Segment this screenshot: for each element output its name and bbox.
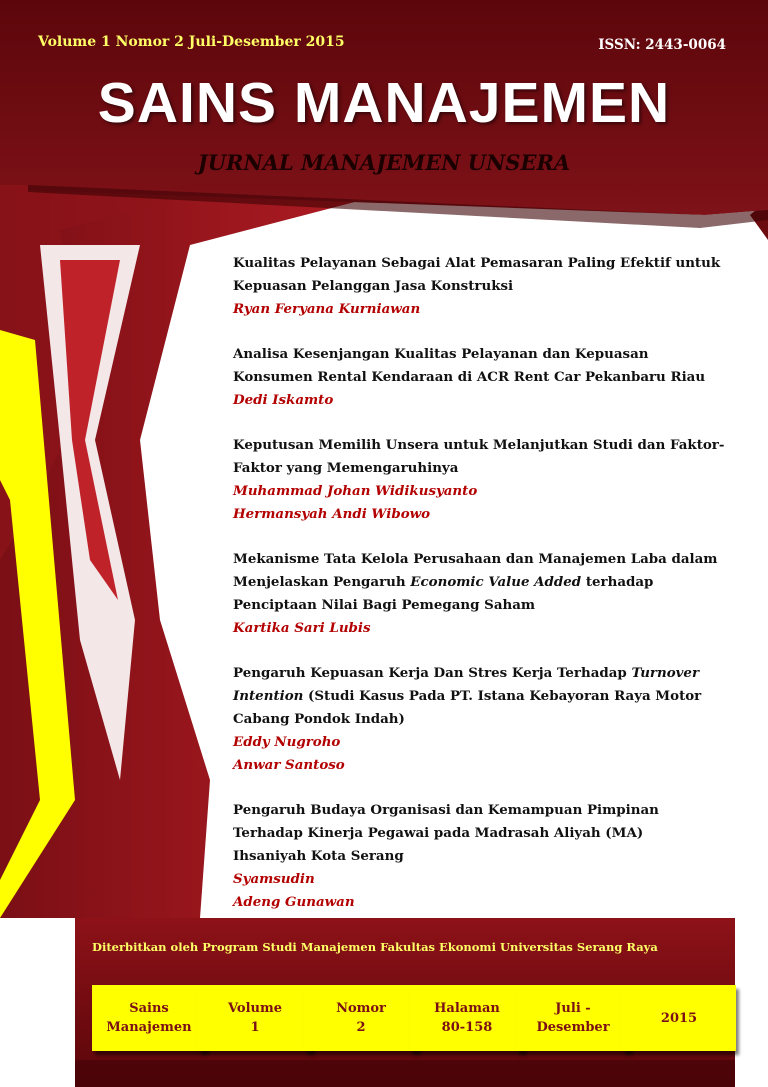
article-title-line: Cabang Pondok Indah)	[233, 711, 405, 727]
article-title-line: Terhadap Kinerja Pegawai pada Madrasah Aliyah (MA)	[233, 825, 644, 841]
title-emphasis: Intention	[233, 688, 304, 704]
article-author: Kartika Sari Lubis	[233, 620, 371, 636]
article-title-line: Ihsaniyah Kota Serang	[233, 848, 404, 864]
title-text: (Studi Kasus Pada PT. Istana Kebayoran Raya Motor	[303, 688, 702, 704]
article-author: Dedi Iskamto	[233, 392, 334, 408]
article-author: Ryan Feryana Kurniawan	[233, 301, 421, 317]
journal-subtitle: JURNAL MANAJEMEN UNSERA	[197, 150, 571, 175]
volume-issue-line: Volume 1 Nomor 2 Juli-Desember 2015	[38, 34, 345, 50]
article-6	[233, 799, 738, 914]
title-text: Pengaruh Kepuasan Kerja Dan Stres Kerja Terhadap	[233, 665, 632, 681]
info-box-line: 2015	[660, 1010, 698, 1026]
article-title-line	[233, 571, 738, 594]
info-box-line: Sains	[129, 1001, 169, 1016]
article-title-line: Mekanisme Tata Kelola Perusahaan dan Manajemen Laba dalam	[233, 551, 718, 567]
article-title-line: Kualitas Pelayanan Sebagai Alat Pemasaran Paling Efektif untuk	[233, 255, 721, 271]
info-box-line: Nomor	[336, 1001, 386, 1016]
info-box-line: 80-158	[441, 1020, 493, 1035]
article-author: Hermansyah Andi Wibowo	[233, 506, 431, 522]
info-box-line: 2	[356, 1020, 366, 1035]
article-5	[233, 662, 738, 777]
info-box-line: Manajemen	[106, 1020, 192, 1035]
info-box-pages	[410, 985, 524, 1051]
info-box-line: Desember	[536, 1020, 610, 1035]
info-box-line: Juli -	[555, 1001, 591, 1016]
info-box-line: 1	[250, 1020, 260, 1035]
article-author: Eddy Nugroho	[233, 734, 341, 750]
info-box-line: Halaman	[434, 1001, 500, 1016]
article-title-line	[233, 685, 738, 708]
info-box-period	[516, 985, 630, 1051]
article-title-line: Kepuasan Pelanggan Jasa Konstruksi	[233, 278, 514, 294]
article-4	[233, 548, 738, 640]
info-box-journal	[92, 985, 206, 1051]
article-author: Muhammad Johan Widikusyanto	[233, 483, 478, 499]
title-text: terhadap	[581, 574, 654, 590]
info-box-line: Volume	[228, 1001, 282, 1016]
info-box-volume	[198, 985, 312, 1051]
article-author: Syamsudin	[233, 871, 315, 887]
info-box-number	[304, 985, 418, 1051]
article-title-line: Faktor yang Memengaruhinya	[233, 460, 459, 476]
article-title-line: Pengaruh Budaya Organisasi dan Kemampuan Pimpinan	[233, 802, 659, 818]
publisher-line: Diterbitkan oleh Program Studi Manajemen Fakultas Ekonomi Universitas Serang Raya	[92, 940, 658, 954]
article-author: Adeng Gunawan	[233, 894, 355, 910]
info-box-year	[622, 985, 736, 1051]
title-emphasis: Turnover	[631, 665, 700, 681]
article-2	[233, 343, 738, 412]
article-author: Anwar Santoso	[233, 757, 345, 773]
journal-title: SAINS MANAJEMEN	[97, 71, 671, 135]
issn-label: ISSN: 2443-0064	[598, 37, 726, 53]
table-of-contents	[233, 252, 738, 936]
article-title-line: Keputusan Memilih Unsera untuk Melanjutkan Studi dan Faktor-	[233, 437, 725, 453]
article-title-line: Penciptaan Nilai Bagi Pemegang Saham	[233, 597, 536, 613]
title-text: Menjelaskan Pengaruh	[233, 574, 411, 590]
article-title-line: Analisa Kesenjangan Kualitas Pelayanan dan Kepuasan	[233, 346, 649, 362]
article-title-line	[233, 662, 738, 685]
article-1	[233, 252, 738, 321]
article-title-line: Konsumen Rental Kendaraan di ACR Rent Car Pekanbaru Riau	[233, 369, 706, 385]
article-3	[233, 434, 738, 526]
title-emphasis: Economic Value Added	[410, 574, 582, 590]
